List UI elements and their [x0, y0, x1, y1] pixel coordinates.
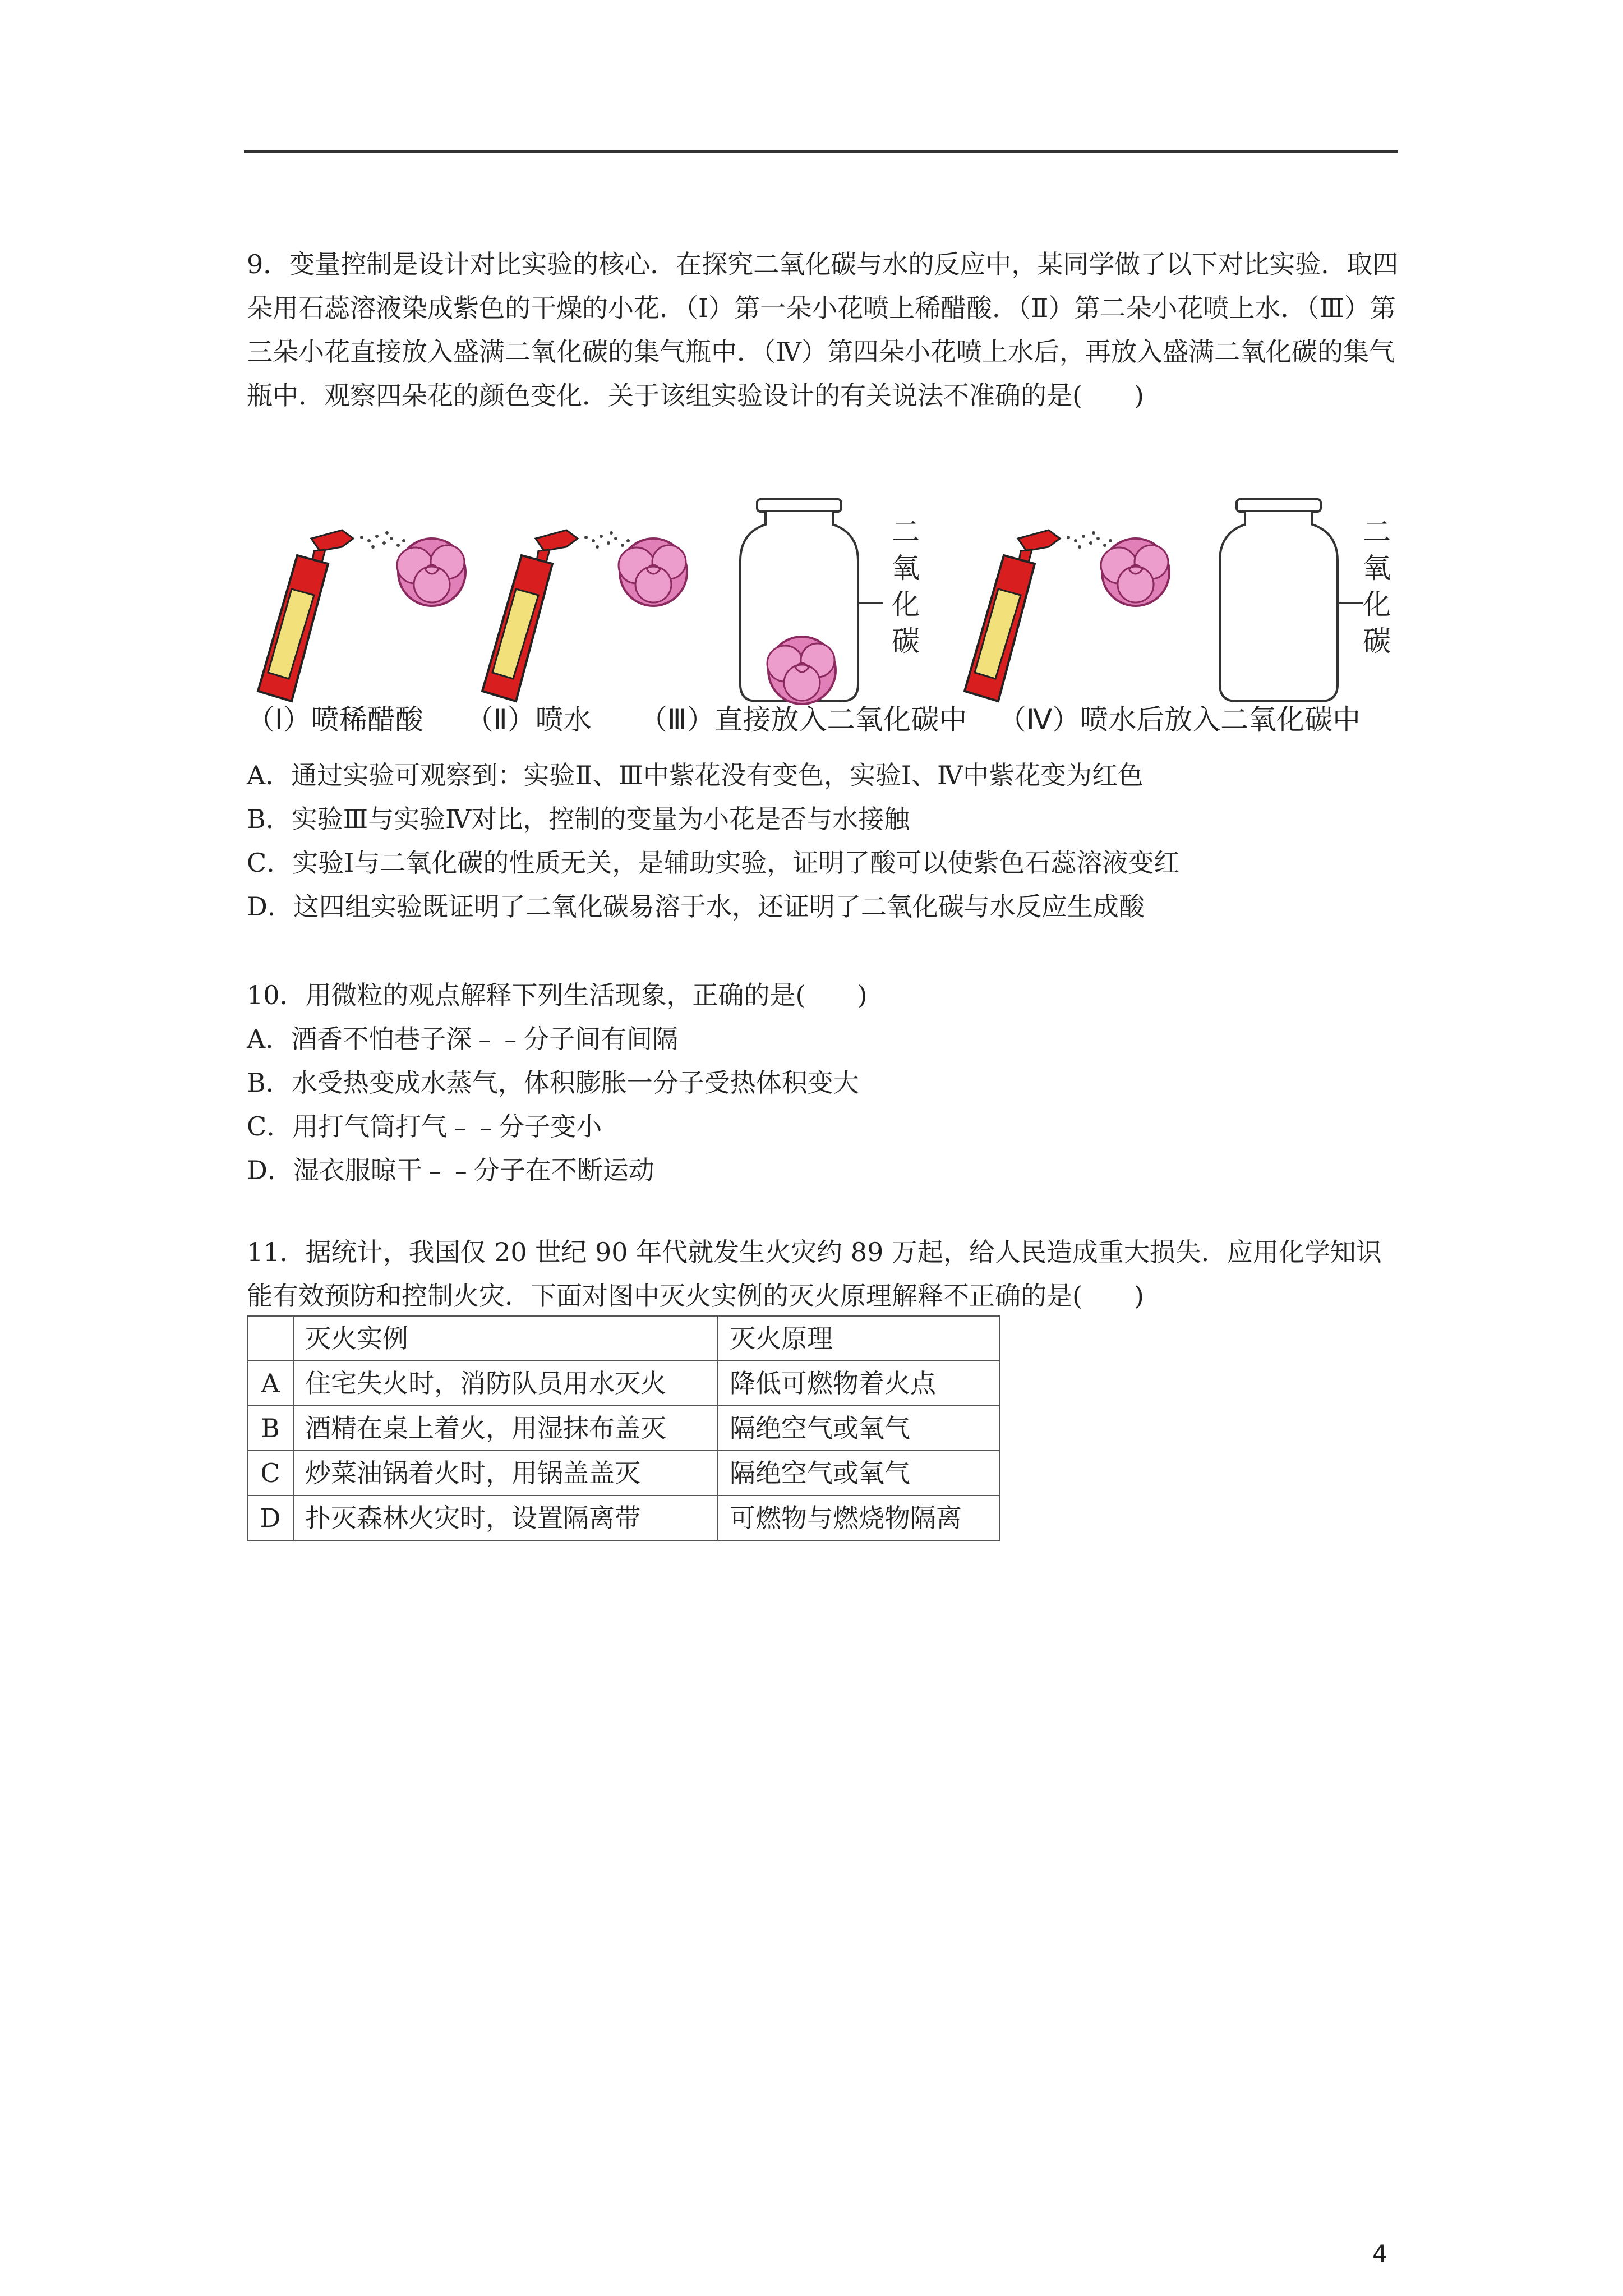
question-11	[247, 1230, 1402, 1318]
table-header-cell	[247, 1316, 293, 1361]
caption-2: （Ⅱ）喷水	[465, 703, 592, 736]
table-row	[247, 1496, 999, 1540]
q9-option-c: C．实验Ⅰ与二氧化碳的性质无关，是辅助实验，证明了酸可以使紫色石蕊溶液变红	[247, 848, 1180, 878]
question-11-stem: 11．据统计，我国仅 20 世纪 90 年代就发生火灾约 89 万起，给人民造成重大损失．应用化学知识能有效预防和控制火灾．下面对图中灭火实例的灭火原理解释不正确的是( )	[247, 1237, 1382, 1311]
question-10-stem: 10．用微粒的观点解释下列生活现象，正确的是( )	[247, 980, 868, 1010]
sprayer-2-icon	[482, 530, 630, 701]
caption-3: （Ⅲ）直接放入二氧化碳中	[639, 703, 967, 736]
flower-1-icon	[397, 539, 465, 606]
fire-table	[247, 1315, 1000, 1541]
table-row	[247, 1361, 999, 1406]
page-number: 4	[1372, 2240, 1387, 2267]
table-cell: 炒菜油锅着火时，用锅盖盖灭	[293, 1451, 718, 1496]
question-10	[247, 973, 1402, 1192]
table-cell: 降低可燃物着火点	[718, 1361, 999, 1406]
table-header-cell: 灭火实例	[293, 1316, 718, 1361]
sprayer-4-icon	[965, 530, 1112, 701]
header-rule	[244, 150, 1398, 153]
q10-option-a: A．酒香不怕巷子深﹣﹣分子间有间隔	[247, 1024, 679, 1054]
table-cell: 隔绝空气或氧气	[718, 1451, 999, 1496]
q9-option-d: D．这四组实验既证明了二氧化碳易溶于水，还证明了二氧化碳与水反应生成酸	[247, 891, 1145, 922]
table-cell: B	[247, 1406, 293, 1451]
svg-text:碳: 碳	[1363, 625, 1391, 657]
svg-text:化: 化	[892, 588, 920, 621]
flower-4-icon	[1101, 539, 1169, 606]
caption-1: （Ⅰ）喷稀醋酸	[247, 703, 423, 736]
svg-text:氧: 氧	[892, 552, 920, 585]
question-9-options	[247, 753, 1402, 928]
q9-option-a: A．通过实验可观察到：实验Ⅱ、Ⅲ中紫花没有变色，实验Ⅰ、Ⅳ中紫花变为红色	[247, 760, 1144, 790]
caption-4: （Ⅳ）喷水后放入二氧化碳中	[998, 703, 1361, 736]
jar-4-label	[1363, 516, 1391, 657]
table-row	[247, 1406, 999, 1451]
table-cell: A	[247, 1361, 293, 1406]
svg-text:二: 二	[892, 516, 920, 548]
table-header-row	[247, 1316, 999, 1361]
flower-2-icon	[619, 539, 687, 606]
svg-text:化: 化	[1363, 588, 1391, 621]
table-cell: 住宅失火时，消防队员用水灭火	[293, 1361, 718, 1406]
svg-text:碳: 碳	[892, 625, 920, 657]
table-cell: D	[247, 1496, 293, 1540]
flower-3-icon	[767, 637, 836, 704]
svg-text:氧: 氧	[1363, 552, 1391, 585]
svg-text:二: 二	[1363, 516, 1391, 548]
sprayer-1-icon	[258, 530, 405, 701]
q10-option-c: C．用打气筒打气﹣﹣分子变小	[247, 1111, 602, 1142]
table-cell: C	[247, 1451, 293, 1496]
table-cell: 扑灭森林火灾时，设置隔离带	[293, 1496, 718, 1540]
table-cell: 可燃物与燃烧物隔离	[718, 1496, 999, 1540]
q10-option-d: D．湿衣服晾干﹣﹣分子在不断运动	[247, 1155, 654, 1185]
table-cell: 酒精在桌上着火，用湿抹布盖灭	[293, 1406, 718, 1451]
experiment-figure	[247, 482, 1402, 746]
table-cell: 隔绝空气或氧气	[718, 1406, 999, 1451]
question-9-stem: 9．变量控制是设计对比实验的核心．在探究二氧化碳与水的反应中，某同学做了以下对比实验．取四朵用石蕊溶液染成紫色的干燥的小花．（Ⅰ）第一朵小花喷上稀醋酸．（Ⅱ）第二朵小花喷上水．（Ⅲ）第三朵小花直接放入盛满二氧化碳的集气瓶中．（Ⅳ）第四朵小花喷上水后，再放入盛满二氧化碳的集气瓶中．观察四朵花的颜色变化．关于该组实验设计的有关说法不准确的是( )	[247, 249, 1399, 411]
table-row	[247, 1451, 999, 1496]
jar-4-icon	[1220, 499, 1338, 701]
table-header-cell: 灭火原理	[718, 1316, 999, 1361]
q10-option-b: B．水受热变成水蒸气，体积膨胀一分子受热体积变大	[247, 1068, 859, 1098]
jar-3-label	[892, 516, 920, 657]
question-9	[247, 242, 1402, 417]
q9-option-b: B．实验Ⅲ与实验Ⅳ对比，控制的变量为小花是否与水接触	[247, 804, 910, 834]
